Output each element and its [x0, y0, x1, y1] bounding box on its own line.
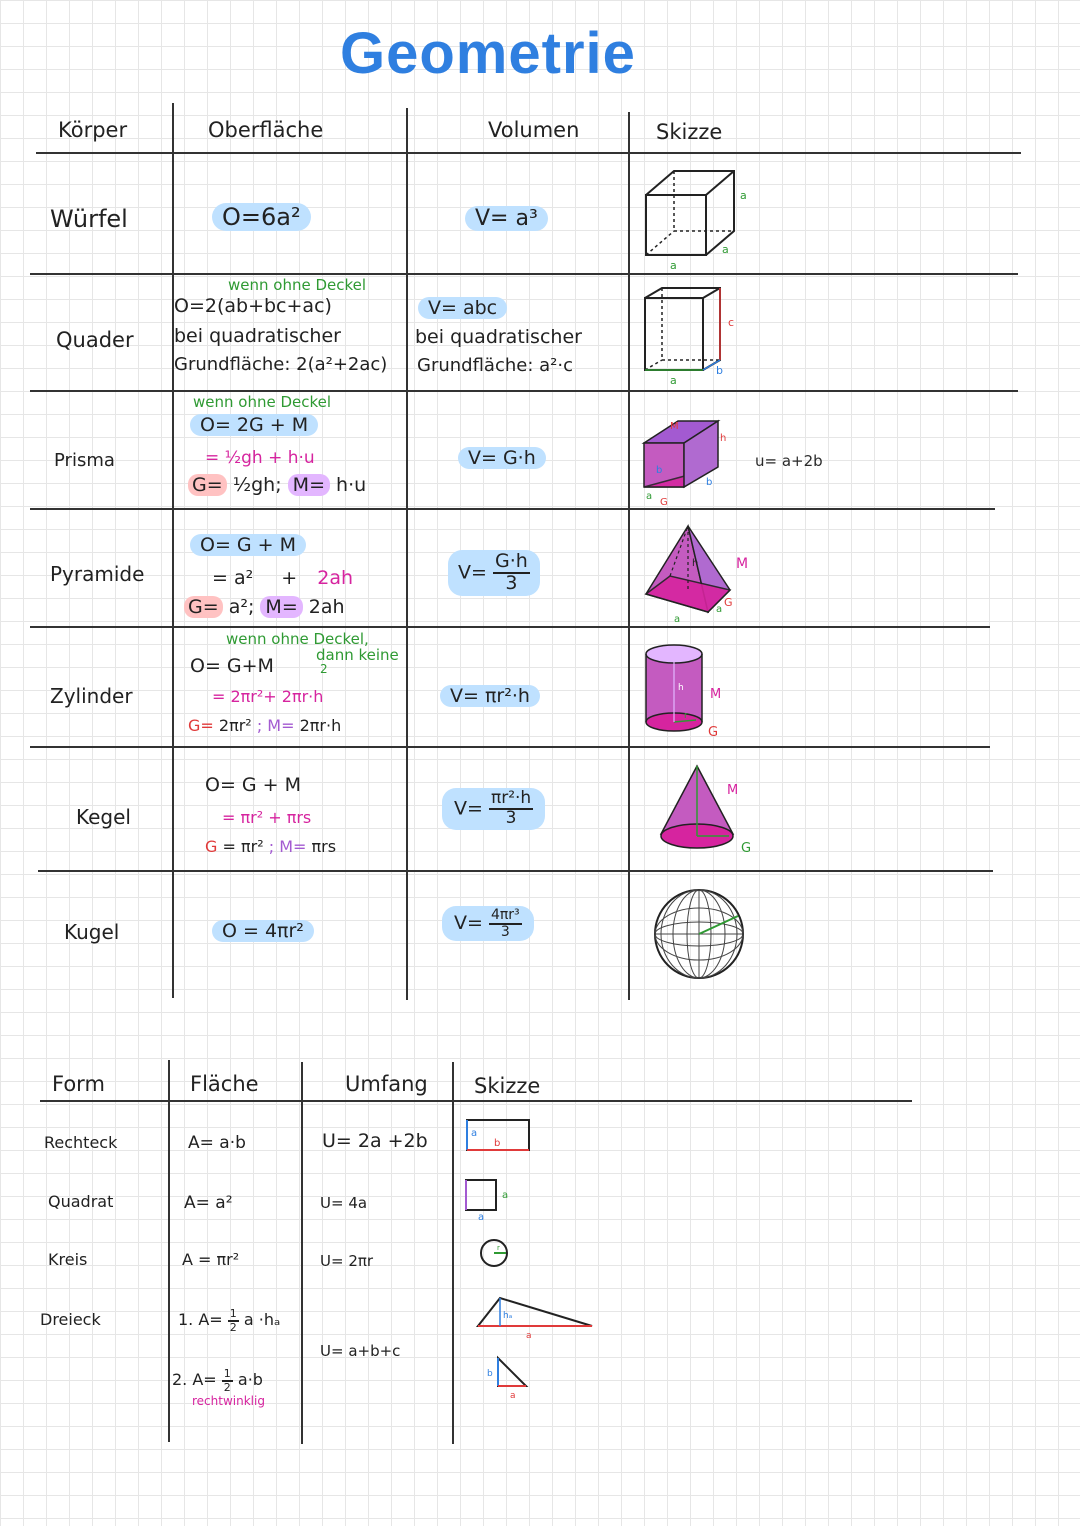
circle-label-r: r — [497, 1244, 500, 1252]
rechteck-area: A= a·b — [188, 1133, 246, 1153]
cylinder-label-G: G — [708, 725, 719, 740]
row-divider — [30, 626, 990, 628]
prism-label-b: b — [656, 465, 663, 476]
column-divider — [168, 1060, 170, 1442]
cuboid-label-b: b — [716, 364, 723, 377]
header-koerper: Körper — [58, 118, 128, 142]
cone-sketch — [655, 760, 765, 860]
body-name-kegel: Kegel — [76, 805, 131, 829]
quader-volume: V= abc — [418, 297, 507, 319]
dreieck-area-2-prefix: 2. A= — [172, 1370, 217, 1390]
pyramide-G-label: G= — [184, 596, 223, 618]
prisma-note: wenn ohne Deckel — [193, 393, 332, 411]
kegel-volume-numerator: πr²·h — [490, 788, 532, 808]
kegel-surface: O= G + M — [205, 774, 302, 796]
kegel-G-label: G — [205, 837, 218, 856]
cube-label-a: a — [740, 189, 747, 202]
dreieck-area-1-prefix: 1. A= — [178, 1310, 223, 1330]
cube-label-a: a — [722, 243, 729, 256]
quader-note: wenn ohne Deckel — [228, 276, 367, 294]
prisma-G-expr: ½gh; — [232, 474, 282, 496]
shape-name-quadrat: Quadrat — [48, 1192, 114, 1211]
circle-sketch — [476, 1238, 516, 1270]
row-divider — [30, 273, 1018, 275]
square-sketch — [462, 1176, 522, 1222]
header-umfang: Umfang — [345, 1072, 428, 1096]
row-divider — [30, 390, 1018, 392]
quader-surface-quad-1: bei quadratischer — [174, 325, 341, 347]
cylinder-label-M: M — [710, 687, 722, 702]
shape-name-dreieck: Dreieck — [40, 1310, 101, 1329]
row-divider — [30, 746, 990, 748]
pyramide-line2-a: = a² — [212, 567, 254, 589]
pyramid-label-M: M — [736, 556, 749, 572]
kugel-volume-numerator: 4πr³ — [490, 907, 520, 923]
zylinder-note-2: dann keine — [316, 646, 399, 664]
body-name-kugel: Kugel — [64, 920, 120, 944]
prisma-M-expr: h·u — [336, 474, 367, 496]
pyramide-volume — [448, 550, 540, 596]
dreieck-area-2-note: rechtwinklig — [192, 1394, 265, 1408]
cuboid-label-c: c — [728, 316, 735, 329]
body-name-wuerfel: Würfel — [50, 205, 128, 233]
header-skizze: Skizze — [656, 120, 723, 144]
prisma-G-label: G= — [188, 474, 227, 496]
pyramide-line2-b: + — [281, 567, 298, 589]
column-divider — [406, 108, 408, 1000]
quader-volume-quad-2: Grundfläche: a²·c — [417, 355, 573, 376]
header-divider — [36, 152, 1021, 154]
cone-label-G: G — [741, 841, 752, 856]
prisma-M-label: M= — [288, 474, 330, 496]
dreieck-area-2-frac-num: 1 — [223, 1367, 231, 1380]
pyramide-M-label: M= — [260, 596, 302, 618]
pyramide-M-expr: 2ah — [308, 596, 345, 618]
square-label-a: a — [502, 1190, 509, 1201]
triangle-sketch — [474, 1294, 599, 1402]
cylinder-sketch — [640, 640, 740, 745]
column-divider — [452, 1062, 454, 1444]
cuboid-sketch — [640, 282, 750, 387]
page-title: Geometrie — [340, 21, 636, 86]
dreieck-area-2-frac-den: 2 — [223, 1380, 231, 1394]
prism-label-G: G — [660, 497, 668, 508]
prisma-surface-line2: = ½gh + h·u — [205, 448, 315, 468]
shapes-header-divider — [40, 1100, 912, 1102]
kugel-volume-denominator: 3 — [500, 923, 510, 940]
column-divider — [628, 112, 630, 1000]
quadrat-area: A= a² — [184, 1193, 233, 1213]
column-divider — [172, 103, 174, 998]
shape-name-kreis: Kreis — [48, 1250, 88, 1269]
rectangle-sketch — [462, 1116, 534, 1156]
pyramid-sketch — [640, 520, 760, 625]
square-label-a: a — [478, 1212, 485, 1223]
zylinder-G-label: G= — [188, 716, 214, 735]
prisma-extra: u= a+2b — [755, 452, 823, 470]
quader-surface-quad-2: Grundfläche: 2(a²+2ac) — [174, 354, 388, 375]
header-flaeche: Fläche — [190, 1072, 259, 1096]
body-name-zylinder: Zylinder — [50, 684, 133, 708]
pyramide-line2-c: 2ah — [317, 567, 354, 589]
pyramide-G-expr: a²; — [228, 596, 255, 618]
zylinder-surface: O= G+M — [190, 655, 274, 677]
prism-label-a: a — [646, 491, 653, 502]
kreis-area: A = πr² — [182, 1250, 240, 1269]
zylinder-note-3: 2 — [320, 662, 328, 676]
zylinder-surface-line2: = 2πr²+ 2πr·h — [212, 687, 324, 706]
rectangle-label-a: a — [471, 1128, 478, 1139]
prism-label-M: M — [670, 421, 679, 432]
wuerfel-surface: O=6a² — [212, 203, 311, 231]
kegel-volume-denominator: 3 — [505, 807, 517, 828]
cone-label-M: M — [727, 783, 739, 798]
row-divider — [30, 508, 995, 510]
kegel-M-expr: πrs — [311, 837, 337, 856]
column-divider — [301, 1062, 303, 1444]
dreieck-perimeter: U= a+b+c — [320, 1342, 401, 1360]
triangle-label-a: a — [526, 1331, 532, 1341]
pyramide-volume-denominator: 3 — [505, 571, 518, 594]
body-name-quader: Quader — [56, 328, 134, 352]
triangle-label-ha: hₐ — [503, 1311, 513, 1321]
triangle-label-a: a — [510, 1391, 516, 1401]
zylinder-note-1: wenn ohne Deckel, — [226, 630, 369, 648]
sphere-sketch — [652, 888, 752, 983]
row-divider — [38, 870, 993, 872]
kugel-surface: O = 4πr² — [212, 920, 314, 942]
pyramid-label-a: a — [674, 614, 681, 625]
cube-sketch — [640, 165, 750, 270]
dreieck-area-1-frac-num: 1 — [229, 1307, 237, 1320]
wuerfel-volume: V= a³ — [465, 206, 548, 231]
pyramide-volume-numerator: G·h — [494, 550, 528, 572]
pyramid-label-G: G — [724, 596, 733, 609]
triangle-label-b: b — [487, 1369, 493, 1379]
prism-label-b: b — [706, 477, 713, 488]
body-name-pyramide: Pyramide — [50, 562, 145, 586]
shape-name-rechteck: Rechteck — [44, 1133, 118, 1152]
dreieck-area-2-suffix: a·b — [237, 1370, 263, 1390]
prism-sketch — [638, 415, 748, 510]
zylinder-G-expr: 2πr² — [218, 716, 252, 735]
rectangle-label-b: b — [494, 1138, 501, 1149]
prisma-surface: O= 2G + M — [190, 414, 318, 436]
zylinder-M-expr: 2πr·h — [299, 716, 342, 735]
prisma-volume: V= G·h — [458, 447, 546, 469]
pyramid-label-a: a — [716, 604, 723, 615]
zylinder-volume: V= πr²·h — [440, 685, 540, 707]
cuboid-label-a: a — [670, 374, 677, 387]
kegel-volume-label: V= — [454, 797, 483, 820]
body-name-prisma: Prisma — [54, 450, 115, 471]
kreis-perimeter: U= 2πr — [320, 1252, 374, 1270]
zylinder-M-label: ; M= — [256, 716, 295, 735]
rechteck-perimeter: U= 2a +2b — [322, 1130, 428, 1152]
kegel-surface-line2: = πr² + πrs — [222, 808, 312, 827]
kegel-G-expr: = πr² — [222, 837, 264, 856]
kegel-M-label: ; M= — [268, 837, 307, 856]
header-oberflaeche: Oberfläche — [208, 118, 324, 142]
pyramide-volume-label: V= — [458, 561, 487, 584]
kugel-volume — [442, 906, 534, 941]
quader-surface: O=2(ab+bc+ac) — [174, 295, 332, 317]
header-form: Form — [52, 1072, 105, 1096]
cylinder-label-r: r — [684, 711, 688, 721]
pyramid-label-h: h — [692, 558, 699, 569]
quader-volume-quad-1: bei quadratischer — [415, 326, 582, 348]
kugel-volume-label: V= — [454, 912, 483, 935]
cube-label-a: a — [670, 259, 677, 272]
dreieck-area-1-suffix: a ·hₐ — [243, 1310, 281, 1330]
kegel-volume — [442, 788, 545, 830]
pyramide-surface: O= G + M — [190, 534, 306, 556]
cylinder-label-h: h — [678, 683, 684, 693]
quadrat-perimeter: U= 4a — [320, 1194, 368, 1212]
prism-label-h: h — [720, 433, 727, 444]
header-volumen: Volumen — [488, 118, 580, 142]
dreieck-area-1-frac-den: 2 — [229, 1320, 237, 1334]
header-skizze-shapes: Skizze — [474, 1074, 541, 1098]
